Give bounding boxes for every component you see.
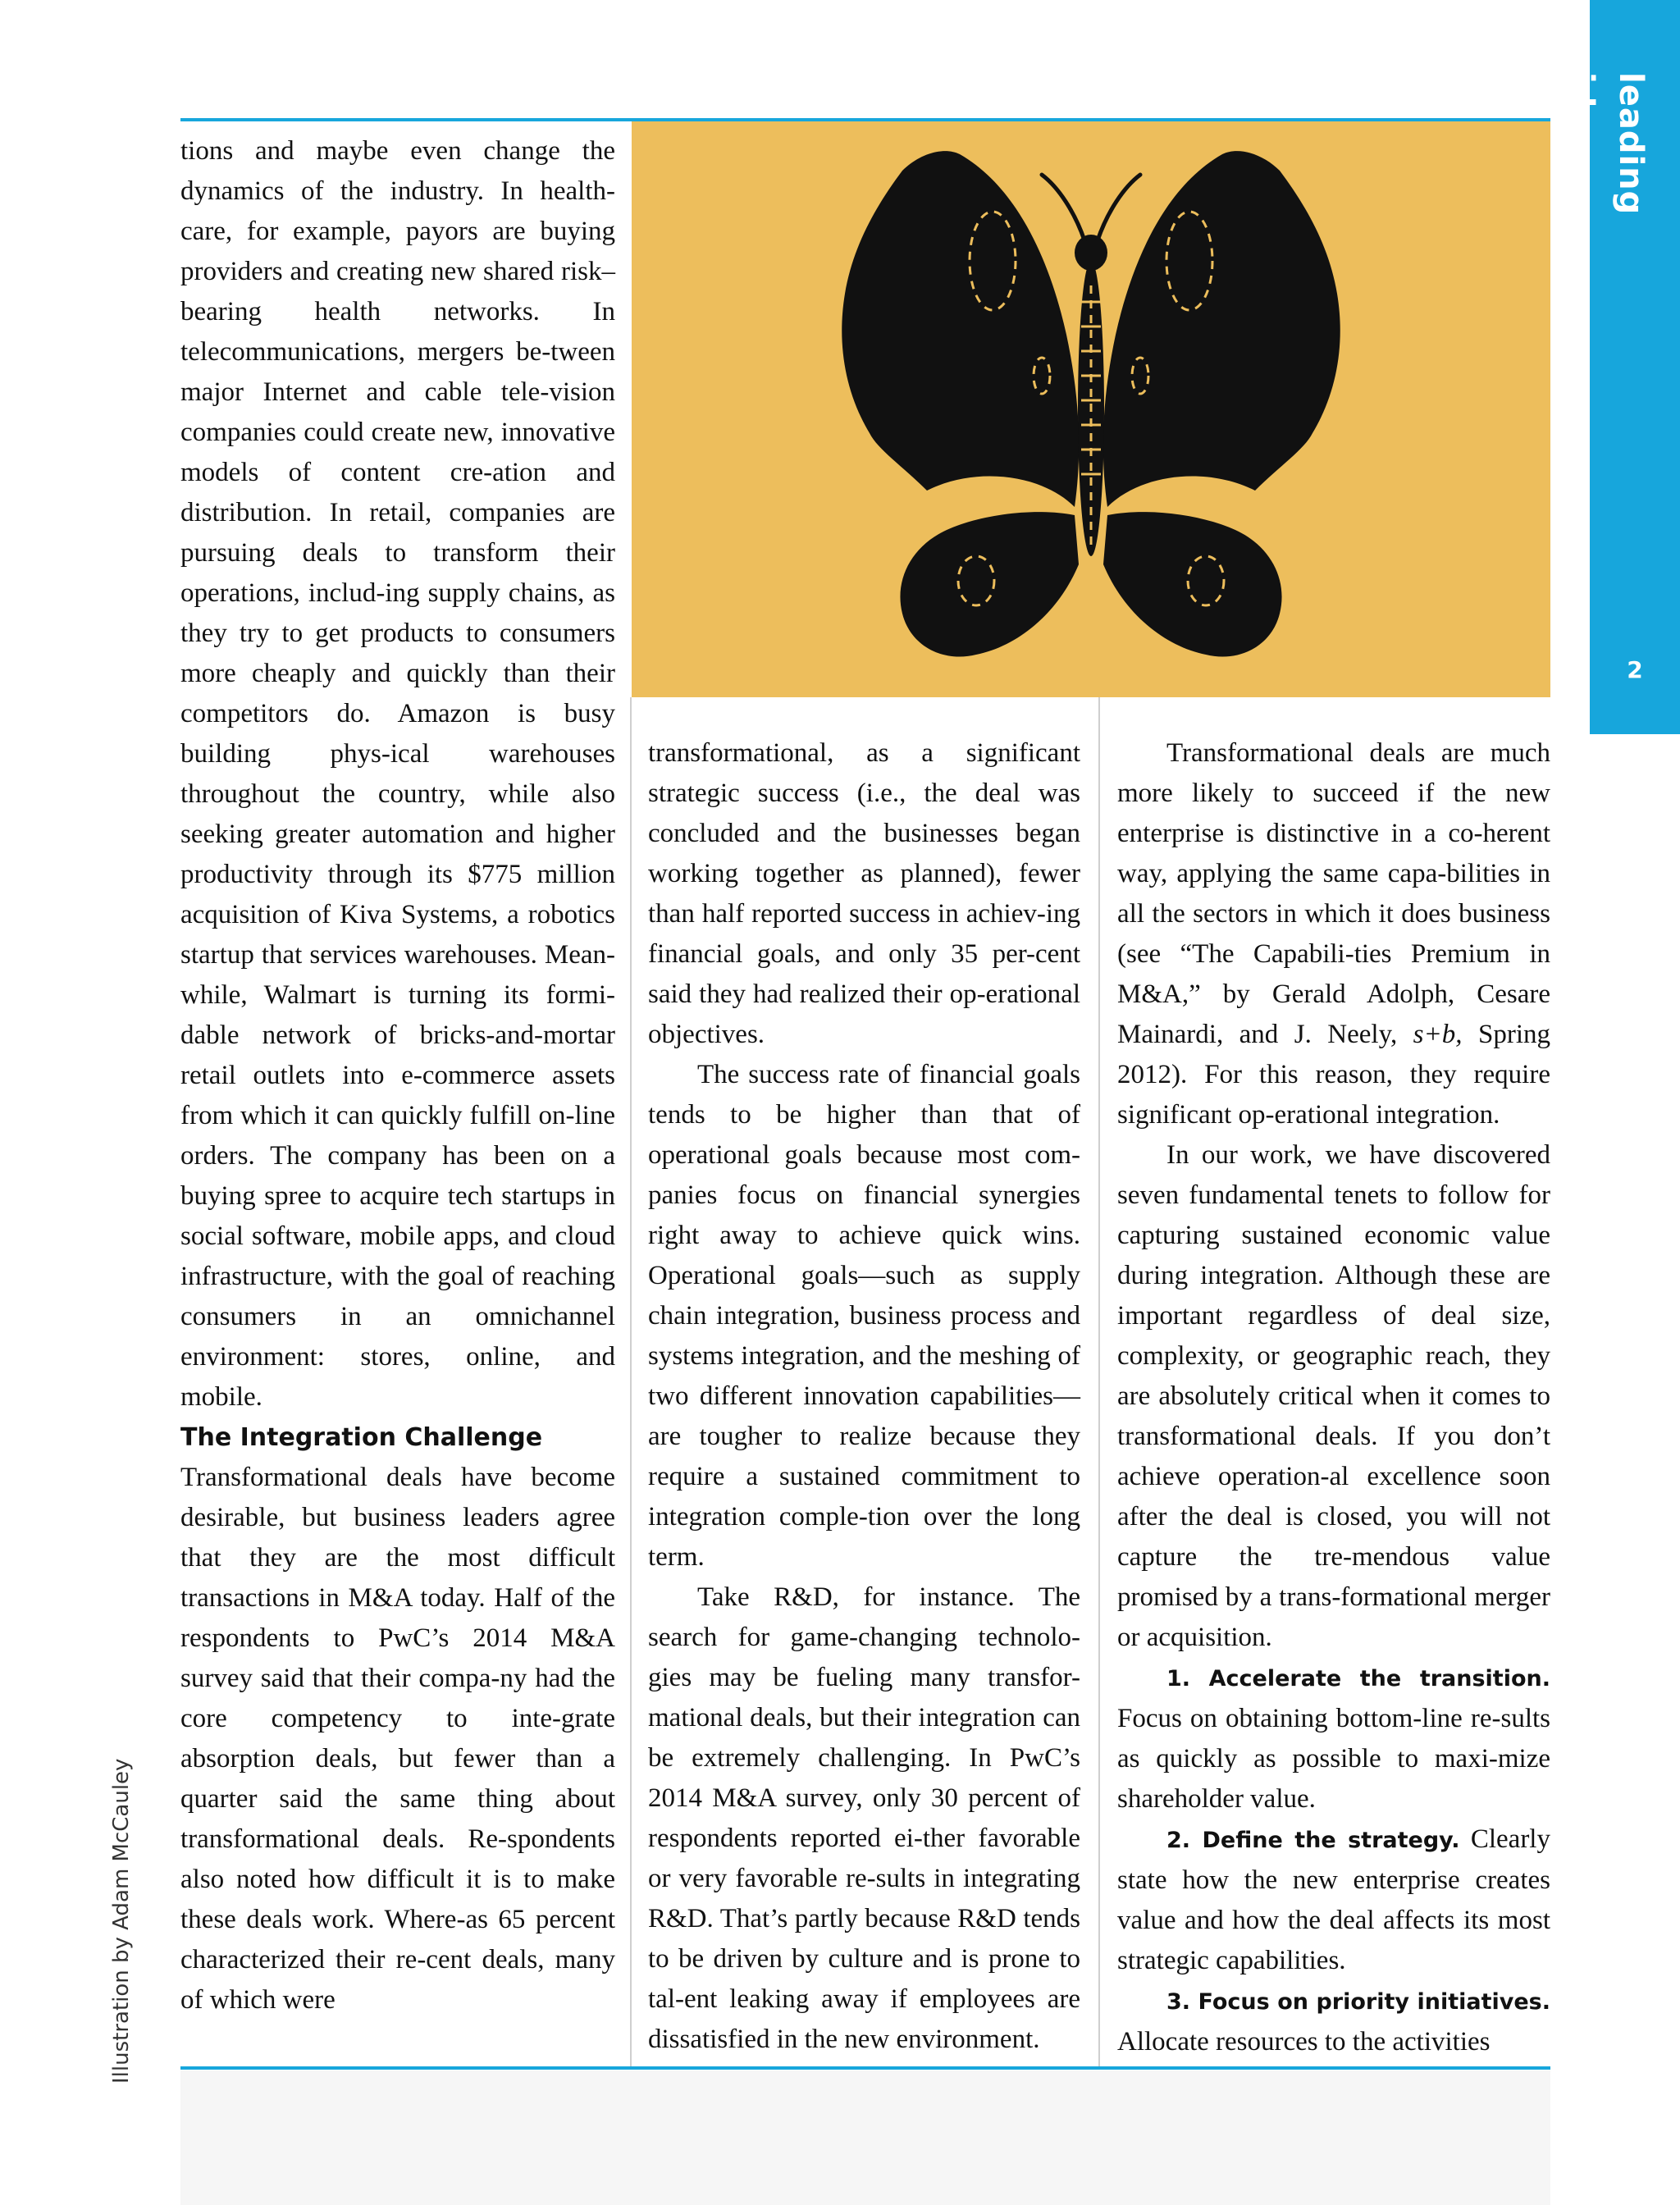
paragraph: tions and maybe even change the dynamics of the industry. In health-care, for example, payors are buying providers and creating new shared risk–bearing health networks. In telecommunications, mergers be-tween major Internet and cable tele-vision companies could create new, innovative models of content cre-ation and distribution. In retail, companies are pursuing deals to transform their operations, includ-ing supply chains, as they try to get products to consumers more cheaply and quickly than their competitors do. Amazon is busy building phys-ical warehouses throughout the country, while also seeking greater automation and higher productivity through its $775 million acquisition of Kiva Systems, a robotics startup that services warehouses. Mean-while, Walmart is turning its formi-dable network of bricks-and-mortar retail outlets into e-commerce assets from which it can quickly fulfill on-line orders. The company has been on a buying spree to acquire tech startups in social software, mobile apps, and cloud infrastructure, with the goal of reaching consumers in an omnichannel environment: stores, online, and mobile.: [180, 136, 615, 1412]
column-divider-1: [630, 697, 632, 2066]
bottom-band: [180, 2070, 1550, 2205]
paragraph: In our work, we have discovered seven fundamental tenets to follow for capturing sustained economic value during integration. Although these are important regardless of deal size, complexity, or geographic reach, they are absolutely critical when it comes to transformational deals. If you don’t achieve operation-al excellence soon after the deal is closed, you will not capture the tre-mendous value promised by a trans-formational merger or acquisition.: [1117, 1140, 1550, 1652]
paragraph: Transformational deals have become desirable, but business leaders agree that they are the most difficult transactions in M&A today. Half of the respondents to PwC’s 2014 M&A survey said that their compa-ny had the core competency to inte-grate absorption deals, but fewer than a quarter said the same thing about transformational deals. Re-spondents also noted how difficult it is to make these deals work. Where-as 65 percent characterized their re-cent deals, many of which were: [180, 1463, 615, 2015]
section-heading: The Integration Challenge: [180, 1423, 543, 1452]
butterfly-icon: [632, 121, 1550, 697]
text-span: Transformational deals are much more likely to succeed if the new enterprise is distinctive in a co-herent way, applying the same capa-bilities in all the sectors in which it does business (see “The Capabili-ties Premium in M&A,” by Gerald Adolph, Cesare Mainardi, and J. Neely,: [1117, 738, 1550, 1049]
section-tab-label: leading ideas: [1563, 72, 1650, 216]
tenet-text: Focus on obtaining bottom-line re-sults as quickly as possible to maxi-mize shareholder value.: [1117, 1704, 1550, 1814]
article-column-2: [648, 733, 1080, 2060]
tenet-3: [1117, 1981, 1550, 2062]
butterfly-illustration: [632, 121, 1550, 697]
tenet-2: [1117, 1819, 1550, 1981]
article-column-3: [1117, 733, 1550, 2062]
tenet-text: Clearly state how the new enterprise creates value and how the deal affects its most strategic capabilities.: [1117, 1824, 1550, 1975]
tenet-title: 3. Focus on priority initiatives.: [1166, 1989, 1550, 2015]
illustration-credit: Illustration by Adam McCauley: [109, 1758, 134, 2084]
article-column-1: [180, 131, 615, 2020]
publication-name: s+b,: [1413, 1020, 1463, 1049]
tenet-1: [1117, 1658, 1550, 1819]
tenet-text: Allocate resources to the activities: [1117, 2027, 1491, 2057]
column-divider-2: [1098, 697, 1100, 2066]
page-number: 2: [1627, 656, 1643, 683]
paragraph: Take R&D, for instance. The search for game-changing technolo-gies may be fueling many transfor-mational deals, but their integration can be extremely challenging. In PwC’s 2014 M&A survey, only 30 percent of respondents reported ei-ther favorable or very favorable re-sults in integrating R&D. That’s partly because R&D tends to be driven by culture and is prone to tal-ent leaking away if employees are dissatisfied in the new environment.: [648, 1582, 1080, 2054]
paragraph: transformational, as a significant strategic success (i.e., the deal was concluded and the businesses began working together as planned), fewer than half reported success in achiev-ing financial goals, and only 35 per-cent said they had realized their op-erational objectives.: [648, 738, 1080, 1049]
tenet-title: 1. Accelerate the transition.: [1166, 1666, 1550, 1691]
paragraph: [1117, 733, 1550, 1135]
tenet-title: 2. Define the strategy.: [1166, 1828, 1460, 1853]
text-span: Spring 2012). For this reason, they require significant op-erational integration.: [1117, 1020, 1550, 1130]
paragraph: The success rate of financial goals tends to be higher than that of operational goals because most com-panies focus on financial synergies right away to achieve quick wins. Operational goals—such as supply chain integration, business process and systems integration, and the meshing of two different innovation capabilities—are tougher to realize because they require a sustained commitment to integration comple-tion over the long term.: [648, 1060, 1080, 1572]
bottom-rule: [180, 2066, 1550, 2070]
